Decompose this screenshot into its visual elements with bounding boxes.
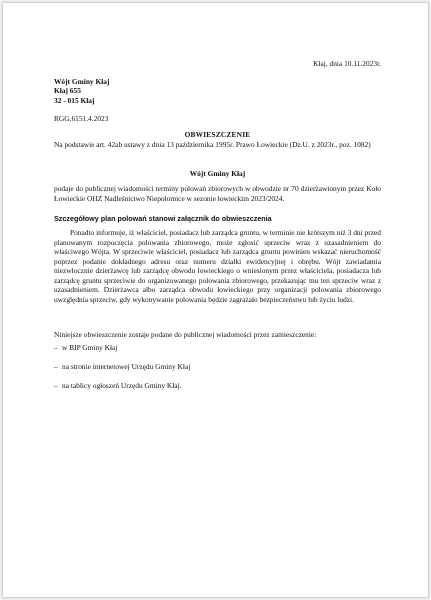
objection-paragraph: Ponadto informuje, iż właściciel, posiadacz lub zarządca gruntu, w terminie nie krótszym niż 3 dni przed planowanym rozpoczęcia polowania zbiorowego, może zgłosić sprzeciw wraz z uzasadnieniem do właściwego Wójta. W sprzeciwie właściciel, posiadacz lub zarządca gruntu powinien wskazać nieruchomość poprzez podanie dokładnego adresu oraz numeru działki ewidencyjnej i obrębu. Wójt zawiadamia niezwłocznie dzierżawcę lub zarządcę obwodu łowieckiego o wniesionym przez właściciela, posiadacza lub zarządcę gruntu sprzeciwie do organizowanego polowania zbiorowego, przekazując mu ten sprzeciw wraz z uzasadnieniem. Dzierżawca albo zarządca obwodu łowieckiego przy organizacji polowania zbiorowego uwzględnia sprzeciw, gdy wykonywanie polowania będzie zagrażało bezpieczeństwu lub życiu ludzi.	[54, 228, 381, 304]
place-and-date: Kłaj, dnia 10.11.2023r.	[313, 59, 381, 68]
reference-number: RGG.6151.4.2023	[54, 114, 109, 123]
detail-plan-heading: Szczegółowy plan polowań stanowi załącznik do obwieszczenia	[54, 214, 272, 223]
legal-basis: Na podstawie art. 42ab ustawy z dnia 13 października 1995r. Prawo Łowieckie (Dz.U. z 2023r., poz. 1082)	[54, 140, 371, 149]
sender-address: Kłaj 655	[54, 86, 81, 96]
document-page	[2, 2, 429, 598]
document-title: OBWIESZCZENIE	[184, 130, 251, 139]
dash-marker: –	[54, 362, 58, 371]
distribution-list	[54, 343, 381, 400]
distribution-item-bip	[54, 343, 381, 362]
distribution-item-text: na tablicy ogłoszeń Urzędu Gminy Kłaj.	[62, 381, 182, 390]
distribution-item-notice-board	[54, 381, 381, 400]
publication-intro: Niniejsze obwieszczenie zostaje podane do publicznej wiadomości przez zamieszczenie:	[54, 330, 317, 339]
sender-postal-code: 32 - 015 Kłaj	[54, 95, 95, 105]
sender-block	[54, 77, 109, 105]
distribution-item-text: w BIP Gminy Kłaj	[62, 343, 118, 352]
authority-heading: Wójt Gminy Kłaj	[189, 169, 246, 178]
sender-name: Wójt Gminy Kłaj	[54, 77, 110, 86]
intro-paragraph: podaje do publicznej wiadomości terminy polowań zbiorowych w obwodzie nr 70 dzierżawionym przez Koło Łowieckie OHZ Nadleśnictwo Niepołomice w sezonie łowieckim 2023/2024.	[54, 184, 381, 203]
dash-marker: –	[54, 381, 58, 390]
dash-marker: –	[54, 343, 58, 352]
distribution-item-website	[54, 362, 381, 381]
distribution-item-text: na stronie internetowej Urzędu Gminy Kłaj	[62, 362, 191, 371]
